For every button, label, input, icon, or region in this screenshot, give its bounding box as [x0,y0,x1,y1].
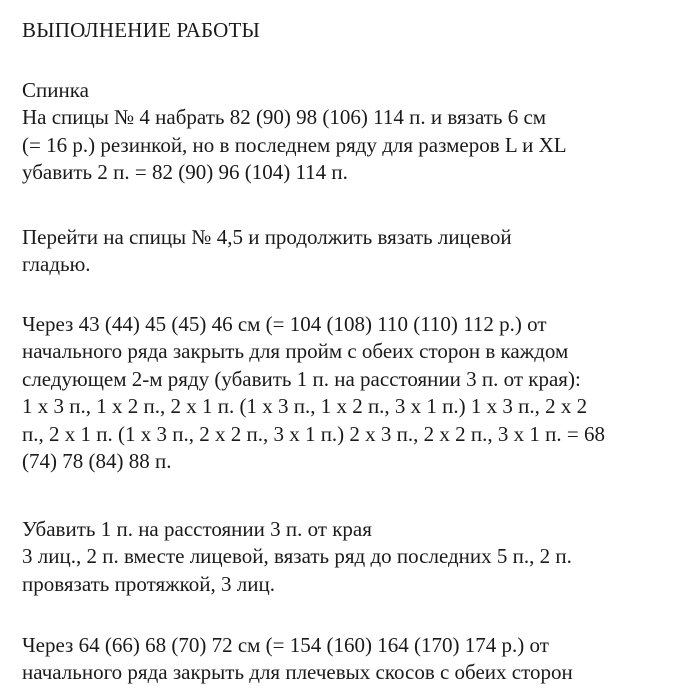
paragraph-shoulders [22,632,682,687]
text-line: Перейти на спицы № 4,5 и продолжить вязать лицевой [22,225,512,249]
text-line: провязать протяжкой, 3 лиц. [22,571,275,596]
text-line: гладью. [22,252,91,277]
text-line: следующем 2-м ряду (убавить 1 п. на расстоянии 3 п. от края): [22,366,581,391]
text-line: начального ряда закрыть для плечевых скосов с обеих сторон [22,660,573,685]
text-line: п., 2 х 1 п. (1 х 3 п., 2 х 2 п., 3 х 1 п.) 2 х 3 п., 2 х 2 п., 3 х 1 п. = 68 [22,421,605,446]
paragraph-cast-on [22,77,682,187]
paragraph-decrease [22,516,682,598]
text-line: Убавить 1 п. на расстоянии 3 п. от края [22,517,372,541]
text-line: 3 лиц., 2 п. вместе лицевой, вязать ряд до последних 5 п., 2 п. [22,544,572,569]
text-line: Через 64 (66) 68 (70) 72 см (= 154 (160) 164 (170) 174 р.) от [22,633,549,657]
text-line: убавить 2 п. = 82 (90) 96 (104) 114 п. [22,160,348,185]
text-line: (= 16 р.) резинкой, но в последнем ряду для размеров L и XL [22,132,567,157]
text-line: Через 43 (44) 45 (45) 46 см (= 104 (108) 110 (110) 112 р.) от [22,312,547,336]
page-title: ВЫПОЛНЕНИЕ РАБОТЫ [22,18,261,42]
text-line: 1 х 3 п., 1 х 2 п., 2 х 1 п. (1 х 3 п., 1 х 2 п., 3 х 1 п.) 1 х 3 п., 2 х 2 [22,394,588,419]
text-line: На спицы № 4 набрать 82 (90) 98 (106) 114 п. и вязать 6 см [22,105,547,130]
paragraph-armholes [22,311,682,475]
section-title: Спинка [22,78,89,102]
text-line: (74) 78 (84) 88 п. [22,449,172,474]
paragraph-stockinette [22,224,682,279]
text-line: начального ряда закрыть для пройм с обеих сторон в каждом [22,339,569,364]
